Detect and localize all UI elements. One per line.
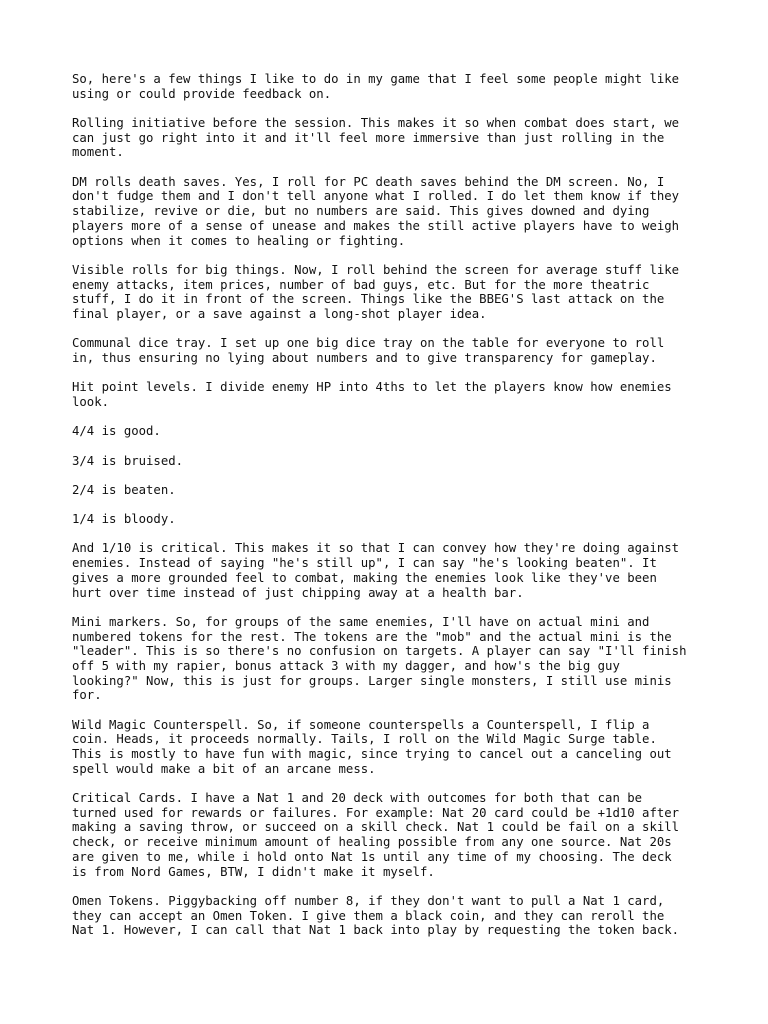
paragraph-hp-critical: And 1/10 is critical. This makes it so that I can convey how they're doing against enemies. Instead of saying "he's still up", I can say "he's looking beaten". It gives a more grounded feel to combat, making the enemies look like they've been hurt over time instead of just chipping away at a health bar. — [72, 541, 680, 600]
paragraph-intro: So, here's a few things I like to do in my game that I feel some people might like using or could provide feedback on. — [72, 72, 680, 101]
paragraph-critical-cards: Critical Cards. I have a Nat 1 and 20 deck with outcomes for both that can be turned used for rewards or failures. For example: Nat 20 card could be +1d10 after making a saving throw, or succeed on a skill check. Nat 1 could be fail on a skill check, or receive minimum amount of healing possible from any one source. Nat 20s are given to me, while i hold onto Nat 1s until any time of my choosing. The deck is from Nord Games, BTW, I didn't make it myself. — [72, 791, 680, 879]
paragraph-death-saves: DM rolls death saves. Yes, I roll for PC death saves behind the DM screen. No, I don't fudge them and I don't tell anyone what I rolled. I do let them know if they stabilize, revive or die, but no numbers are said. This gives downed and dying players more of a sense of unease and makes the still active players have to weigh options when it comes to healing or fighting. — [72, 174, 680, 248]
paragraph-hp-bloody: 1/4 is bloody. — [72, 512, 176, 527]
paragraph-hp-bruised: 3/4 is bruised. — [72, 453, 184, 468]
paragraph-rolling-initiative: Rolling initiative before the session. This makes it so when combat does start, we can just go right into it and it'll feel more immersive than just rolling in the moment. — [72, 116, 680, 160]
paragraph-dice-tray: Communal dice tray. I set up one big dice tray on the table for everyone to roll in, thus ensuring no lying about numbers and to give transparency for gameplay. — [72, 336, 665, 365]
paragraph-mini-markers: Mini markers. So, for groups of the same enemies, I'll have on actual mini and numbered tokens for the rest. The tokens are the "mob" and the actual mini is the "leader". This is so there's no confusion on targets. A player can say "I'll finish off 5 with my rapier, bonus attack 3 with my dagger, and how's the big guy looking?" Now, this is just for groups. Larger single monsters, I still use minis for. — [72, 614, 687, 703]
paragraph-hp-good: 4/4 is good. — [72, 424, 161, 439]
paragraph-omen-tokens: Omen Tokens. Piggybacking off number 8, if they don't want to pull a Nat 1 card, they can accept an Omen Token. I give them a black coin, and they can reroll the Nat 1. However, I can call that Nat 1 back into play by requesting the token back. — [72, 893, 680, 938]
paragraph-hit-point-levels: Hit point levels. I divide enemy HP into 4ths to let the players know how enemies look. — [72, 380, 672, 409]
paragraph-visible-rolls: Visible rolls for big things. Now, I roll behind the screen for average stuff like enemy attacks, item prices, number of bad guys, etc. But for the more theatric stuff, I do it in front of the screen. Things like the BBEG'S last attack on the final player, or a save against a long-shot player idea. — [72, 262, 680, 321]
paragraph-wild-magic: Wild Magic Counterspell. So, if someone counterspells a Counterspell, I flip a coin. Heads, it proceeds normally. Tails, I roll on the Wild Magic Surge table. This is mostly to have fun with magic, since trying to cancel out a canceling out spell would make a bit of an arcane mess. — [72, 717, 672, 776]
paragraph-hp-beaten: 2/4 is beaten. — [72, 482, 176, 497]
